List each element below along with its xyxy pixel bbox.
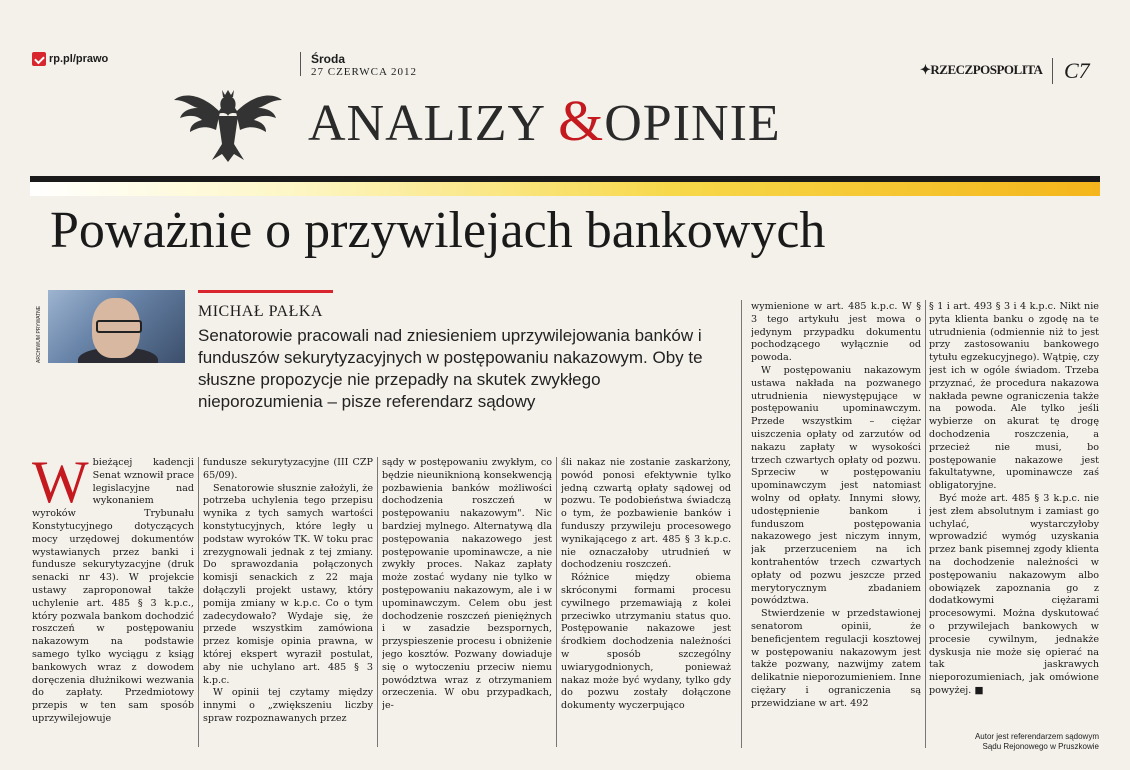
paragraph: Senatorowie słusznie założyli, że potrzeba uchylenia tego przepisu wynika z tych samych wartości konstytucyjnych, które legły u podstaw wyroków TK. W toku prac zrezygnowali jednak z tej zmiany. Do sprawozdania połączonych komisji senackich z 22 maja dołączyli projekt ustawy, który pomija zmiany w k.p.c. Co o tym zadecydowało? Wydaje się, że przede wszystkim zamówiona przez komisje opinia prawna, w której ekspert wyraził postulat, aby nie uchylano art. 485 § 3 k.p.c. [203, 482, 373, 686]
section-title-ampersand: & [558, 88, 605, 153]
author-name: MICHAŁ PAŁKA [198, 303, 323, 320]
author-photo [48, 290, 185, 363]
newspaper-eagle-icon: ✦ [920, 62, 931, 77]
paragraph: § 1 i art. 493 § 3 i 4 k.p.c. Nikt nie pyta klienta banku o zgodę na te utrudnienia (odmiennie niż to jest przy zastosowaniu bankowego tytułu egzekucyjnego). Wątpię, czy jest ich w ogóle świadom. Trzeba przyznać, że procedura nakazowa nakłada pewne ograniczenia także na powoda. Ale tylko jeśli wybierze on akurat tę drogę dochodzenia roszczenia, a przecież nie musi, bo postępowanie nakazowe jest fakultatywne, upominawcze zaś obligatoryjne. [929, 301, 1099, 492]
column-divider [198, 457, 199, 747]
article-lead: Senatorowie pracowali nad zniesieniem uprzywilejowania banków i funduszów sekurytyzacyjnych w postępowaniu nakazowym. Oby te słuszne propozycje nie przepadły na skutek zwykłego nieporozumienia – pisze referendarz sądowy [198, 326, 703, 411]
column-divider [377, 457, 378, 747]
article-column-5 [751, 301, 921, 749]
article-column-3 [382, 457, 552, 747]
rp-logo-icon [32, 52, 46, 66]
section-title [308, 88, 781, 153]
newspaper-title: RZECZPOSPOLITA [930, 62, 1043, 77]
eagle-emblem-icon [172, 86, 284, 162]
paragraph: śli nakaz nie zostanie zaskarżony, powód ponosi efektywnie tylko jedną czwartą opłaty sądowej od pozwu. Te podobieństwa świadczą o tym, że pozbawienie banków i funduszy przywileju procesowego wynikającego z art. 485 § 3 k.p.c. nie oznaczałoby utrudnień w dochodzeniu roszczeń. [561, 457, 731, 571]
section-rule-yellow [30, 182, 1100, 196]
header-divider [300, 52, 301, 76]
paragraph: W postępowaniu nakazowym ustawa nakłada na pozwanego utrudnienia niewystępujące w postępowaniu upominawczym. Przede wszystkim – ciężar uiszczenia opłaty od zarzutów od nakazu zapłaty w wysokości trzech czwartych opłaty od pozwu. Sprzeciw w postępowaniu upominawczym jest natomiast wolny od opłaty. Innymi słowy, udostępnienie bankom i funduszom postępowania nakazowego jest niczym innym, jak przerzuceniem na ich kontrahentów trzech czwartych opłaty od pozwu jeszcze przed merytorycznym zbadaniem powództwa. [751, 364, 921, 607]
section-title-left: ANALIZY [308, 95, 545, 152]
paragraph: Stwierdzenie w przedstawionej senatorom opinii, że beneficjentem regulacji kosztowej w postępowaniu nakazowym jest także pozwany, nazwijmy zatem delikatnie nieporozumieniem. Inne ciężary i ograniczenia są przewidziane w art. 492 [751, 608, 921, 709]
column-divider [925, 300, 926, 748]
site-logo[interactable] [32, 52, 108, 66]
paragraph: bieżącej kadencji Senat wznowił prace legislacyjne nad wykonaniem wyroków Trybunału Konstytucyjnego dotyczących mocy urzędowej dokumentów wystawianych przez banki i fundusze sekurytyzacyjne (druk senacki nr 43). W projekcie ustawy zaproponował także uchylenie art. 485 § 3 k.p.c., który pozwala bankom dochodzić roszczeń w postępowaniu nakazowym na podstawie samego tylko wyciągu z ksiąg bankowych wraz z dowodem doręczenia dłużnikowi wezwania do zapłaty. Przedmiotowy przepis w ten sam sposób uprzywilejowuje [32, 457, 194, 724]
paragraph: W opinii tej czytamy między innymi o „zwiększeniu liczby spraw rozpoznawanych przez [203, 687, 373, 724]
issue-day: Środa [311, 52, 346, 66]
paragraph: sądy w postępowaniu zwykłym, co będzie nieuniknioną konsekwencją pozbawienia banków możliwości dochodzenia roszczeń w postępowaniu nakazowym". Nic bardziej mylnego. Alternatywą dla postępowania nakazowego jest postępowanie upominawcze, a nie zwykły proces. Nakaz zapłaty może zostać wydany nie tylko w postępowaniu nakazowym, ale i w upominawczym. Celem obu jest dochodzenie roszczeń pieniężnych i w zasadzie bezspornych, przyspieszenie procesu i obniżenie jego kosztów. Pozwany dowiaduje się o wytoczeniu przeciw niemu powództwa wraz z otrzymaniem orzeczenia. W obu przypadkach, je- [382, 457, 552, 712]
author-rule [198, 290, 333, 293]
paragraph: Być może art. 485 § 3 k.p.c. nie jest złem absolutnym i zamiast go uchylać, wystarczyłoby wprowadzić wymóg uzyskania przez bank pisemnej zgody klienta na dochodzenie należności w postępowaniu nakazowym albo obowiązek zapoznania go z dodatkowymi ciężarami procesowymi. Można dyskutować o przywilejach bankowych w procesie cywilnym, jednakże dyskusja nie może się opierać na tak jaskrawych nieporozumieniach, jak omówione powyżej. ■ [929, 492, 1099, 696]
article-column-2 [203, 457, 373, 747]
photo-credit: ARCHIWUM PRYWATNE [36, 305, 42, 363]
page-number: C7 [1064, 58, 1090, 83]
newspaper-name [920, 62, 1042, 78]
author-note-line-2: Sądu Rejonowego w Pruszkowie [982, 742, 1099, 751]
drop-cap: W [32, 457, 89, 515]
paragraph: wymienione w art. 485 k.p.c. W § 3 tego artykułu jest mowa o jedynym przypadku dokumentu pochodzącego wyłącznie od powoda. [751, 301, 921, 364]
article-column-6 [929, 301, 1099, 727]
site-name: rp.pl/prawo [49, 53, 109, 65]
author-note-line-1: Autor jest referendarzem sądowym [974, 732, 1099, 741]
column-divider [556, 457, 557, 747]
article-column-1 [32, 457, 194, 747]
issue-date-full: 27 CZERWCA 2012 [311, 66, 418, 78]
article-column-4 [561, 457, 731, 747]
issue-date [311, 52, 417, 78]
section-title-right: OPINIE [604, 95, 781, 152]
author-note [929, 732, 1099, 752]
article-headline: Poważnie o przywilejach bankowych [50, 202, 826, 259]
paragraph: fundusze sekurytyzacyjne (III CZP 65/09). [203, 457, 373, 481]
column-divider [741, 300, 742, 748]
page-number-divider [1052, 58, 1053, 84]
paragraph: Różnice między obiema skróconymi formami procesu cywilnego przemawiają z kolei przeciwko utrzymaniu status quo. Postępowanie nakazowe jest środkiem dochodzenia należności w sposób szczególny uwiarygodnionych, ponieważ nakaz może być wydany, tylko gdy do pozwu zostały dołączone dokumenty wyczerpująco [561, 572, 731, 712]
